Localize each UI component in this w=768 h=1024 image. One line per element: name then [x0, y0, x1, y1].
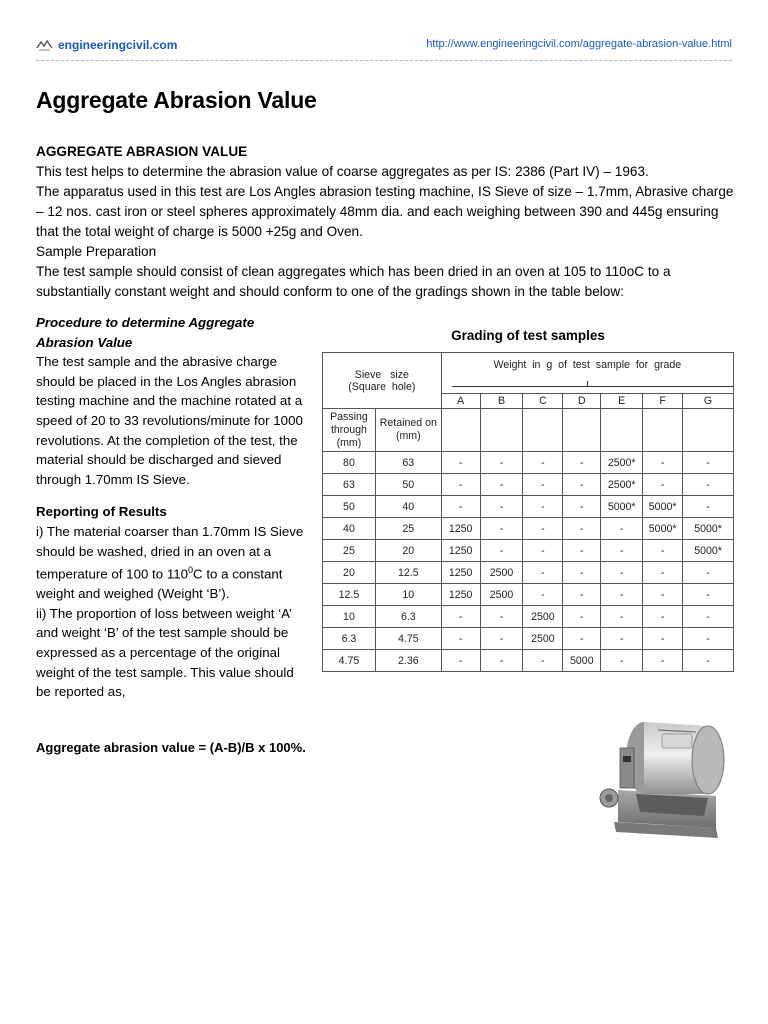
table-cell: - — [480, 628, 523, 650]
table-cell: - — [643, 650, 683, 672]
page-header — [36, 38, 732, 54]
table-cell: 50 — [323, 496, 376, 518]
intro-paragraph-apparatus: The apparatus used in this test are Los Angles abrasion testing machine, IS Sieve of size – 1.7mm, Abrasive charge – 12 nos. cast iron or steel spheres approximately 48mm dia. and each weighing between 390 and 445g ensuring that the total weight of charge is 5000 +25g and Oven. — [36, 184, 734, 239]
table-cell: 50 — [375, 474, 441, 496]
table-cell: - — [563, 518, 601, 540]
table-cell: 2500 — [523, 606, 563, 628]
intro-heading: AGGREGATE ABRASION VALUE — [36, 144, 248, 159]
empty-cell — [563, 409, 601, 452]
reporting-heading: Reporting of Results — [36, 504, 167, 520]
table-cell: 2500* — [601, 474, 643, 496]
table-cell: - — [480, 540, 523, 562]
page-url-link[interactable]: http://www.engineeringcivil.com/aggregate-abrasion-value.html — [426, 38, 732, 50]
table-cell: - — [601, 650, 643, 672]
table-cell: 6.3 — [375, 606, 441, 628]
procedure-heading: Procedure to determine Aggregate Abrasion Value — [36, 315, 255, 350]
table-cell: - — [643, 584, 683, 606]
grade-header-d: D — [563, 394, 601, 409]
procedure-body: The test sample and the abrasive charge should be placed in the Los Angles abrasion testing machine and the machine rotated at a speed of 20 to 33 revolutions/minute for 1000 revolutions. At the completion of the test, the material should be discharged and sieved through 1.70mm IS Sieve. — [36, 354, 303, 487]
table-cell: - — [563, 540, 601, 562]
sieve-subheader-row — [323, 409, 734, 452]
page-title: Aggregate Abrasion Value — [36, 87, 317, 113]
grade-header-g: G — [683, 394, 734, 409]
site-logo-icon — [36, 39, 53, 51]
weight-header-text: Weight in g of test sample for grade — [493, 359, 682, 371]
reporting-item-ii: ii) The proportion of loss between weight ‘A’ and weight ‘B’ of the test sample should be expressed as a percentage of the original weight of the test sample. This value should be reported as, — [36, 605, 294, 700]
table-row — [323, 540, 734, 562]
site-brand[interactable] — [36, 38, 177, 52]
table-cell: - — [643, 606, 683, 628]
table-row — [323, 606, 734, 628]
table-cell: - — [563, 628, 601, 650]
left-column — [36, 313, 306, 702]
table-cell: 1250 — [441, 584, 480, 606]
table-cell: - — [563, 474, 601, 496]
empty-cell — [643, 409, 683, 452]
intro-paragraph-sample: The test sample should consist of clean aggregates which has been dried in an oven at 105 to 110oC to a substantially constant weight and should conform to one of the gradings shown in the table below: — [36, 264, 671, 299]
table-cell: - — [683, 606, 734, 628]
weight-header-rule — [452, 386, 733, 387]
table-cell: - — [480, 474, 523, 496]
table-cell: - — [523, 562, 563, 584]
table-cell: - — [523, 650, 563, 672]
table-cell: 20 — [323, 562, 376, 584]
retained-header: Retained on (mm) — [375, 409, 441, 452]
grade-header-f: F — [643, 394, 683, 409]
table-cell: 1250 — [441, 518, 480, 540]
grade-header-c: C — [523, 394, 563, 409]
table-row — [323, 518, 734, 540]
table-cell: 4.75 — [323, 650, 376, 672]
table-cell: - — [683, 474, 734, 496]
grade-header-b: B — [480, 394, 523, 409]
table-cell: 12.5 — [375, 562, 441, 584]
table-cell: - — [643, 562, 683, 584]
empty-cell — [480, 409, 523, 452]
table-cell: 63 — [375, 452, 441, 474]
table-cell: 1250 — [441, 540, 480, 562]
table-cell: - — [601, 606, 643, 628]
table-cell: - — [601, 562, 643, 584]
empty-cell — [523, 409, 563, 452]
intro-paragraph-purpose: This test helps to determine the abrasion value of coarse aggregates as per IS: 2386 (Part IV) – 1963. — [36, 164, 649, 179]
weight-header-tick — [587, 381, 588, 387]
table-cell: - — [480, 606, 523, 628]
reporting-item-i — [36, 522, 306, 604]
table-cell: - — [683, 628, 734, 650]
table-cell: 5000* — [683, 518, 734, 540]
table-cell: 5000* — [643, 496, 683, 518]
table-caption: Grading of test samples — [451, 328, 605, 343]
empty-cell — [441, 409, 480, 452]
table-cell: 10 — [323, 606, 376, 628]
table-cell: - — [563, 452, 601, 474]
table-cell: - — [523, 540, 563, 562]
table-cell: - — [480, 518, 523, 540]
table-row — [323, 628, 734, 650]
table-cell: - — [523, 452, 563, 474]
sieve-size-header — [323, 353, 442, 409]
table-cell: - — [480, 496, 523, 518]
reporting-item-i-text: i) The material coarser than 1.70mm IS Sieve should be washed, dried in an oven at a temperature of 100 to 110 — [36, 523, 304, 582]
table-cell: 5000* — [643, 518, 683, 540]
table-cell: 40 — [323, 518, 376, 540]
table-row — [323, 650, 734, 672]
table-cell: - — [441, 650, 480, 672]
table-cell: - — [441, 496, 480, 518]
table-cell: - — [441, 606, 480, 628]
degree-superscript: 0 — [188, 565, 194, 576]
table-cell: 2500 — [480, 562, 523, 584]
table-header-row — [323, 353, 734, 394]
table-cell: 10 — [375, 584, 441, 606]
table-cell: 63 — [323, 474, 376, 496]
grading-table — [322, 352, 734, 672]
table-cell: 5000* — [601, 496, 643, 518]
table-cell: - — [643, 452, 683, 474]
table-cell: 6.3 — [323, 628, 376, 650]
table-cell: - — [643, 628, 683, 650]
header-divider — [36, 60, 732, 61]
table-cell: - — [523, 584, 563, 606]
table-cell: - — [563, 606, 601, 628]
intro-section — [36, 142, 736, 302]
table-cell: 2500* — [601, 452, 643, 474]
table-cell: 5000* — [683, 540, 734, 562]
passing-header: Passing through (mm) — [323, 409, 376, 452]
table-cell: - — [441, 474, 480, 496]
table-cell: - — [683, 562, 734, 584]
reporting-item-i-text-end: C to a constant weight and weighed (Weight ‘B’). — [36, 566, 283, 602]
table-cell: 5000 — [563, 650, 601, 672]
weight-header — [441, 353, 733, 394]
table-row — [323, 496, 734, 518]
table-cell: - — [563, 496, 601, 518]
grade-header-a: A — [441, 394, 480, 409]
table-cell: - — [601, 540, 643, 562]
table-cell: 2.36 — [375, 650, 441, 672]
table-cell: - — [563, 584, 601, 606]
table-cell: - — [683, 584, 734, 606]
table-cell: - — [601, 584, 643, 606]
table-cell: - — [601, 628, 643, 650]
table-cell: - — [523, 474, 563, 496]
table-row — [323, 452, 734, 474]
table-cell: - — [683, 650, 734, 672]
table-cell: - — [523, 518, 563, 540]
table-row — [323, 562, 734, 584]
empty-cell — [683, 409, 734, 452]
los-angeles-abrasion-machine-image — [596, 712, 736, 842]
table-cell: - — [683, 452, 734, 474]
table-cell: 25 — [375, 518, 441, 540]
table-row — [323, 474, 734, 496]
table-cell: - — [601, 518, 643, 540]
table-cell: - — [683, 496, 734, 518]
table-cell: - — [441, 628, 480, 650]
formula: Aggregate abrasion value = (A-B)/B x 100%. — [36, 740, 306, 755]
intro-sample-prep-label: Sample Preparation — [36, 244, 157, 259]
sieve-size-header-sub: (Square hole) — [348, 380, 416, 393]
table-cell: - — [480, 650, 523, 672]
table-cell: 4.75 — [375, 628, 441, 650]
table-cell: 25 — [323, 540, 376, 562]
sieve-size-header-title: Sieve size — [354, 368, 409, 381]
table-cell: - — [643, 474, 683, 496]
table-row — [323, 584, 734, 606]
table-cell: - — [563, 562, 601, 584]
table-cell: 12.5 — [323, 584, 376, 606]
table-cell: 2500 — [480, 584, 523, 606]
table-cell: 20 — [375, 540, 441, 562]
table-cell: 2500 — [523, 628, 563, 650]
table-cell: 80 — [323, 452, 376, 474]
table-cell: - — [643, 540, 683, 562]
site-name[interactable]: engineeringcivil.com — [58, 38, 178, 52]
table-cell: - — [480, 452, 523, 474]
empty-cell — [601, 409, 643, 452]
table-cell: - — [441, 452, 480, 474]
table-cell: - — [523, 496, 563, 518]
table-cell: 40 — [375, 496, 441, 518]
table-cell: 1250 — [441, 562, 480, 584]
grade-header-e: E — [601, 394, 643, 409]
